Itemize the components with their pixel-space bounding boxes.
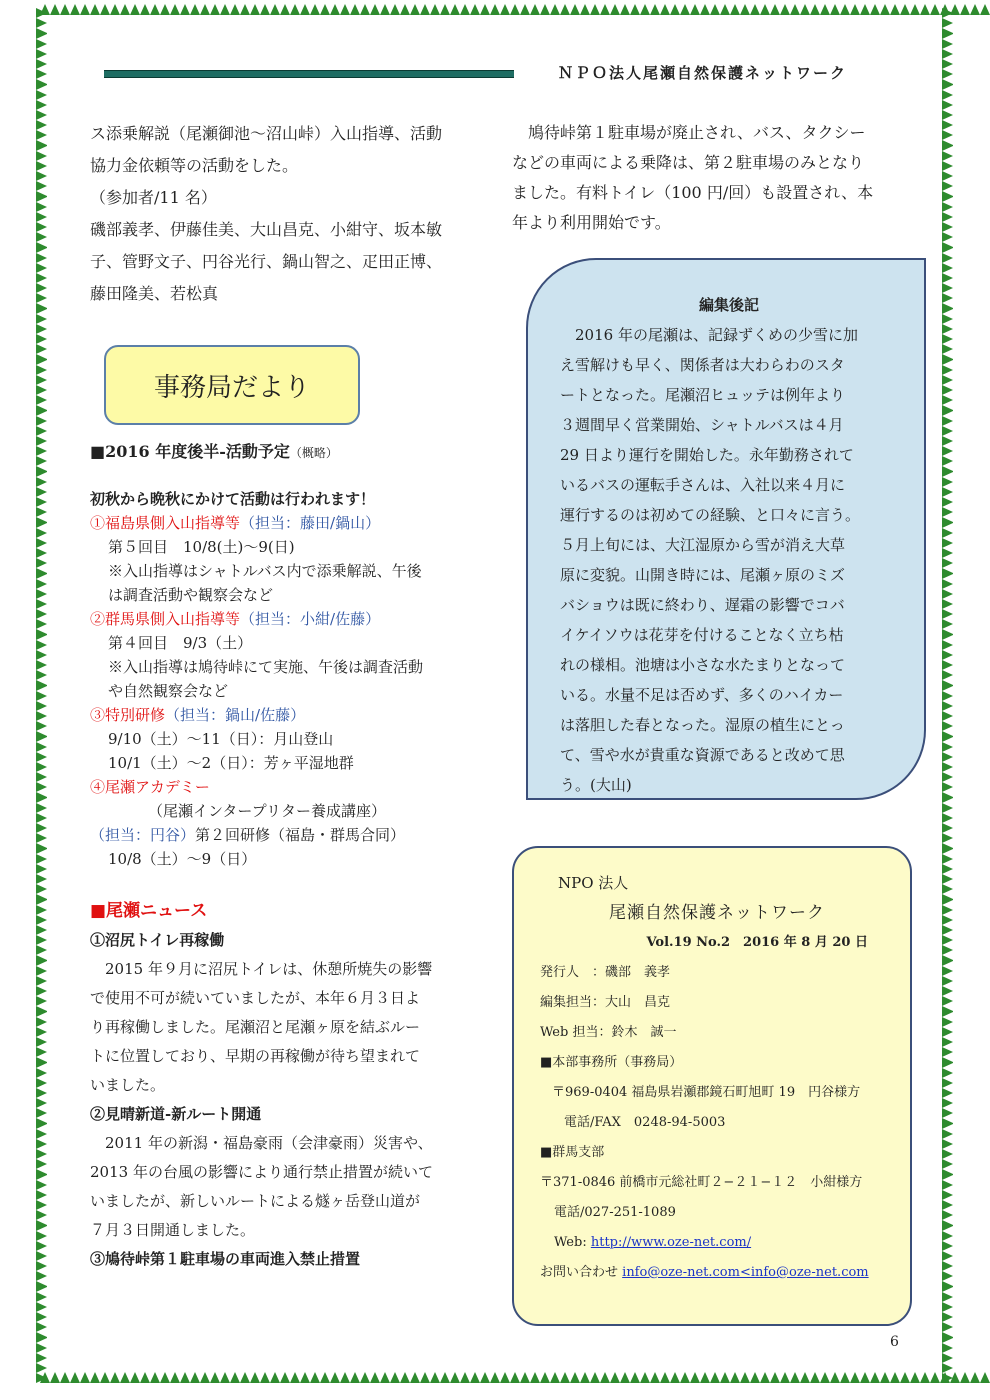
news-item-title: ①沼尻トイレ再稼働 <box>90 931 225 949</box>
schedule-line: 第４回目 9/3（土） <box>108 634 253 652</box>
editor-note-line: て、雪や水が貴重な資源であると改めて思 <box>560 746 845 764</box>
schedule-item-person: （担当：鍋山/佐藤） <box>165 706 306 724</box>
schedule-line: は調査活動や観察会など <box>108 586 274 604</box>
office-news-title: 事務局だより <box>153 372 310 403</box>
news-title: ■尾瀬ニュース <box>90 901 208 921</box>
editor-note-line: ３週間早く営業開始、シャトルバスは４月 <box>560 416 844 434</box>
text-line: 鳩待峠第１駐車場が廃止され、バス、タクシー <box>528 123 866 142</box>
office-news-box <box>104 345 360 425</box>
hq-label: ■本部事務所（事務局） <box>540 1055 683 1070</box>
schedule-line: や自然観察会など <box>108 682 229 700</box>
editor-note-line: 29 日より運行を開始した。永年勤務されて <box>560 446 854 464</box>
text-line: などの車両による乗降は、第２駐車場のみとなり <box>512 153 865 172</box>
schedule-line: 9/10（土）～11（日）：月山登山 <box>108 730 334 748</box>
participant-names: 子、管野文子、円谷光行、鍋山智之、疋田正博、 <box>90 252 443 271</box>
publisher-info-box <box>512 846 912 1326</box>
editor-note-title: 編集後記 <box>698 296 759 314</box>
branch-phone: 電話/027-251-1089 <box>554 1205 676 1220</box>
editor-note-line: え雪解けも早く、関係者は大わらわのスタ <box>560 356 845 374</box>
schedule-item-person: （担当：藤田/鍋山） <box>240 514 381 532</box>
web-link[interactable]: http://www.oze-net.com/ <box>590 1235 752 1250</box>
schedule-lead: 初秋から晩秋にかけて活動は行われます！ <box>90 490 376 508</box>
top-border <box>40 4 950 16</box>
schedule-item-title: ②群馬県側入山指導等 <box>90 610 241 628</box>
schedule-section <box>90 440 490 871</box>
editor-note-line: いる。水量不足は否めず、多くのハイカー <box>560 686 844 704</box>
news-text: トに位置しており、早期の再稼働が待ち望まれて <box>90 1047 421 1065</box>
right-top-section <box>512 118 912 238</box>
news-text: 2011 年の新潟・福島豪雨（会津豪雨）災害や、 <box>105 1134 433 1152</box>
schedule-item-title: ④尾瀬アカデミー <box>90 778 210 796</box>
text-line: 年より利用開始です。 <box>512 213 671 232</box>
news-item-title: ③鳩待峠第１駐車場の車両進入禁止措置 <box>90 1250 361 1268</box>
news-text: いました。 <box>90 1076 166 1094</box>
org-type: NPO 法人 <box>558 874 629 892</box>
news-text: 2015 年９月に沼尻トイレは、休憩所焼失の影響 <box>105 960 433 978</box>
left-top-section <box>90 118 490 310</box>
branch-label: ■群馬支部 <box>540 1145 605 1160</box>
academy-date: 10/8（土）～9（日） <box>108 850 257 868</box>
header-title: ＮＰＯ法人尾瀬自然保護ネットワーク <box>558 64 848 82</box>
hq-phone: 電話/FAX 0248-94-5003 <box>564 1115 726 1130</box>
editor-note-line: ートとなった。尾瀬沼ヒュッテは例年より <box>560 386 846 404</box>
contact-label: お問い合わせ <box>540 1265 619 1280</box>
header-bar <box>104 70 514 78</box>
news-text: ７月３日開通しました。 <box>90 1221 256 1239</box>
news-text: 2013 年の台風の影響により通行禁止措置が続いて <box>90 1163 433 1181</box>
schedule-line: （尾瀬インタープリター養成講座） <box>148 802 387 820</box>
schedule-item <box>90 703 490 727</box>
news-text: いましたが、新しいルートによる燧ヶ岳登山道が <box>90 1192 421 1210</box>
org-name: 尾瀬自然保護ネットワーク <box>609 903 825 923</box>
text-line: 協力金依頼等の活動をした。 <box>90 156 299 175</box>
participants-label: （参加者/11 名） <box>90 188 217 207</box>
academy-line: 第２回研修（福島・群馬合同） <box>195 826 406 844</box>
editor-note-line: 運行するのは初めての経験、と口々に言う。 <box>560 506 861 524</box>
bottom-border <box>40 1372 950 1384</box>
web-label: Web: <box>554 1235 587 1250</box>
schedule-heading-note: （概略） <box>289 446 338 460</box>
academy-person: （担当：円谷） <box>90 826 196 844</box>
text-line: ス添乗解説（尾瀬御池～沼山峠）入山指導、活動 <box>90 124 443 143</box>
hq-address: 〒969-0404 福島県岩瀬郡鏡石町旭町 19 円谷様方 <box>552 1085 861 1100</box>
editor: 編集担当：大山 昌克 <box>540 995 671 1010</box>
schedule-line: 第５回目 10/8(土)～9(日) <box>108 538 295 556</box>
editor-note-line: は落胆した春となった。湿原の植生にとっ <box>560 716 845 734</box>
schedule-heading-text: ■2016 年度後半-活動予定 <box>90 442 290 461</box>
schedule-item <box>90 607 490 631</box>
contact-row <box>540 1258 894 1288</box>
editor-note-box <box>526 258 926 800</box>
web-row <box>540 1228 894 1258</box>
left-border <box>36 8 48 1384</box>
publisher: 発行人 ：磯部 義孝 <box>540 965 671 980</box>
editor-note-line: いるバスの運転手さんは、入社以来４月に <box>560 476 846 494</box>
web-staff: Web 担当：鈴木 誠一 <box>540 1025 677 1040</box>
schedule-item-person: （担当：小紺/佐藤） <box>240 610 381 628</box>
news-text: で使用不可が続いていましたが、本年６月３日よ <box>90 989 421 1007</box>
volume-date: Vol.19 No.2 2016 年 8 月 20 日 <box>646 935 868 950</box>
text-line: ました。有料トイレ（100 円/回）も設置され、本 <box>512 183 874 202</box>
editor-note-line: ５月上旬には、大江湿原から雪が消え大草 <box>560 536 846 554</box>
editor-note-line: う。(大山) <box>560 776 632 794</box>
schedule-heading <box>90 440 490 465</box>
participant-names: 磯部義孝、伊藤佳美、大山昌克、小紺守、坂本敏 <box>90 220 443 239</box>
schedule-line: ※入山指導はシャトルバス内で添乗解説、午後 <box>108 562 422 580</box>
news-text: り再稼働しました。尾瀬沼と尾瀬ヶ原を結ぶルー <box>90 1018 421 1036</box>
schedule-item-title: ③特別研修 <box>90 706 166 724</box>
editor-note-line: バショウは既に終わり、遅霜の影響でコバ <box>560 596 845 614</box>
branch-address: 〒371-0846 前橋市元総社町２−２１−１２ 小紺様方 <box>540 1175 863 1190</box>
page-number: 6 <box>890 1334 899 1350</box>
editor-note-line: 原に変貌。山開き時には、尾瀬ヶ原のミズ <box>560 566 846 584</box>
editor-note-line: イケイソウは花芽を付けることなく立ち枯 <box>560 626 844 644</box>
editor-note-line: れの様相。池塘は小さな水たまりとなって <box>560 656 846 674</box>
schedule-item <box>90 511 490 535</box>
schedule-item-title: ①福島県側入山指導等 <box>90 514 241 532</box>
news-section <box>90 926 490 1274</box>
news-item-title: ②見晴新道-新ルート開通 <box>90 1105 262 1123</box>
editor-note-line: 2016 年の尾瀬は、記録ずくめの少雪に加 <box>575 326 858 344</box>
right-border <box>942 8 954 1384</box>
participant-names: 藤田隆美、若松真 <box>90 284 219 303</box>
schedule-line: ※入山指導は鳩待峠にて実施、午後は調査活動 <box>108 658 424 676</box>
contact-email-link[interactable]: info@oze-net.com<info@oze-net.com <box>622 1265 869 1280</box>
schedule-line: 10/1（土）～2（日）：芳ヶ平湿地群 <box>108 754 354 772</box>
schedule-item <box>90 775 490 799</box>
schedule-line <box>90 823 490 847</box>
